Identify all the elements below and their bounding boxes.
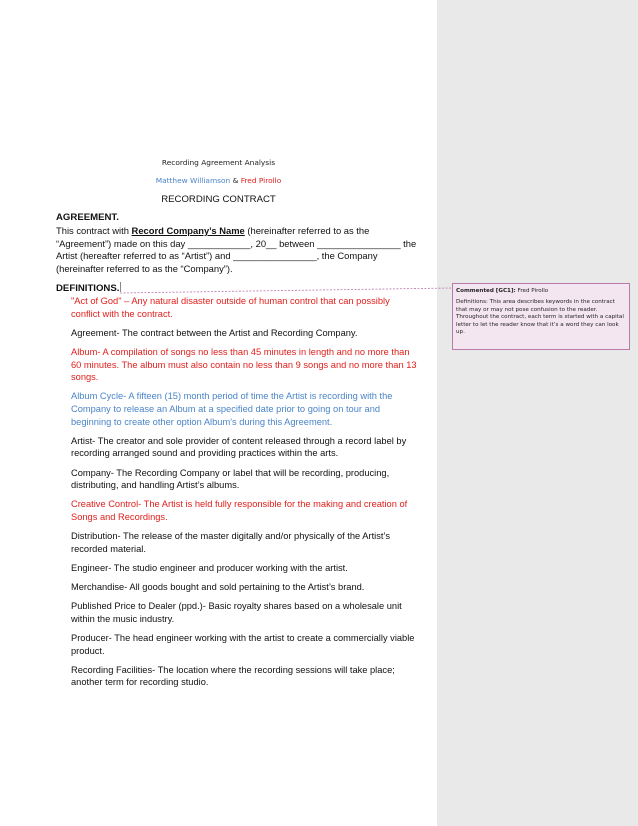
definition-line: Published Price to Dealer (ppd.)- Basic royalty shares based on a wholesale unit	[71, 601, 402, 612]
definition-line: Album Cycle- A fifteen (15) month period of time the Artist is recording with the	[71, 391, 393, 402]
comment-header	[456, 288, 625, 295]
agreement-heading: AGREEMENT.	[56, 212, 119, 223]
author-line	[0, 176, 437, 185]
comment-text-line: letter to let the reader know that it’s a word they can look	[456, 321, 619, 328]
definitions-heading-text: DEFINITIONS.	[56, 283, 120, 294]
agreement-line-3: Artist (hereafter referred to as “Artist”) and ________________, the Company	[56, 250, 378, 262]
definition-line: beginning to create other option Album's during this Agreement.	[71, 416, 333, 427]
agreement-paragraph	[56, 225, 426, 275]
definition-line: Agreement- The contract between the Artist and Recording Company.	[71, 327, 358, 338]
definition-line: 60 minutes. The album must also contain no less than 9 songs and no more than 13	[71, 359, 417, 370]
definition-artist	[71, 435, 427, 460]
agreement-line-2: “Agreement”) made on this day ____________, 20__ between ________________ the	[56, 237, 417, 249]
comment-balloon[interactable]	[452, 283, 630, 350]
definition-line: Company to release an Album at a specified date prior to going on tour and	[71, 403, 381, 414]
definition-distribution	[71, 530, 427, 555]
definition-line: Recording Facilities- The location where the recording sessions will take place;	[71, 664, 395, 675]
agreement-line-1-post: (hereinafter referred to as the	[244, 225, 370, 236]
definition-line: recorded material.	[71, 543, 146, 554]
definition-line: Merchandise- All goods bought and sold pertaining to the Artist’s brand.	[71, 582, 365, 593]
definition-merchandise	[71, 581, 427, 594]
comment-anchor-marker	[120, 282, 121, 292]
definition-line: conflict with the contract.	[71, 308, 173, 319]
definitions-list	[71, 295, 427, 696]
comment-margin-pane	[437, 0, 638, 826]
definition-creative-control	[71, 498, 427, 523]
definition-line: Songs and Recordings.	[71, 511, 168, 522]
contract-title: RECORDING CONTRACT	[161, 194, 276, 205]
author-separator: &	[230, 176, 241, 185]
definition-line: Artist- The creator and sole provider of content released through a record label by	[71, 435, 407, 446]
definition-line: product.	[71, 645, 105, 656]
definition-line: distributing, and handling Artist’s albums.	[71, 480, 240, 491]
definition-line: Creative Control- The Artist is held fully responsible for the making and creation of	[71, 499, 408, 510]
definition-line: "Act of God" – Any natural disaster outside of human control that can possibly	[71, 296, 390, 306]
comment-text-line: Definitions: This area describes keywords in the contract	[456, 299, 615, 306]
definition-act-of-god	[71, 295, 427, 320]
definition-line: songs.	[71, 372, 99, 383]
definition-line: another term for recording studio.	[71, 677, 209, 688]
definition-line: Album- A compilation of songs no less than 45 minutes in length and no more than	[71, 346, 410, 357]
definitions-heading	[56, 282, 121, 294]
comment-text-line: Throughout the contract, each term is started with a capital	[456, 314, 624, 321]
definition-producer	[71, 632, 427, 657]
definition-line: Engineer- The studio engineer and producer working with the artist.	[71, 562, 348, 573]
definition-album-cycle	[71, 390, 427, 428]
definition-line: within the music industry.	[71, 613, 175, 624]
definition-line: Company- The Recording Company or label that will be recording, producing,	[71, 467, 390, 478]
agreement-line-1-pre: This contract with	[56, 225, 132, 236]
comment-author: Fred Pirollo	[517, 288, 549, 294]
definition-company	[71, 467, 427, 492]
definition-engineer	[71, 562, 427, 575]
definition-recording-facilities	[71, 664, 427, 689]
comment-text-line: up.	[456, 329, 465, 336]
author-2: Fred Pirollo	[240, 176, 282, 185]
agreement-line-4: (hereinafter referred to as the “Company”).	[56, 262, 233, 274]
definition-line: Producer- The head engineer working with the artist to create a commercially viable	[71, 633, 415, 643]
definition-album	[71, 346, 427, 384]
definition-agreement	[71, 327, 427, 340]
document-title: Recording Agreement Analysis	[161, 158, 276, 167]
definition-line: recording arranged sound and providing practices within the arts.	[71, 448, 339, 459]
definition-published-price	[71, 600, 427, 625]
definition-line: Distribution- The release of the master digitally and/or physically of the Artist’s	[71, 531, 390, 542]
comment-label: Commented [GC1]:	[456, 288, 516, 294]
author-1: Matthew Williamson	[155, 176, 231, 185]
record-company-name: Record Company’s Name	[131, 225, 245, 236]
comment-text-line: that may or may not pose confusion to the reader.	[456, 306, 598, 313]
agreement-line-1	[56, 225, 426, 238]
